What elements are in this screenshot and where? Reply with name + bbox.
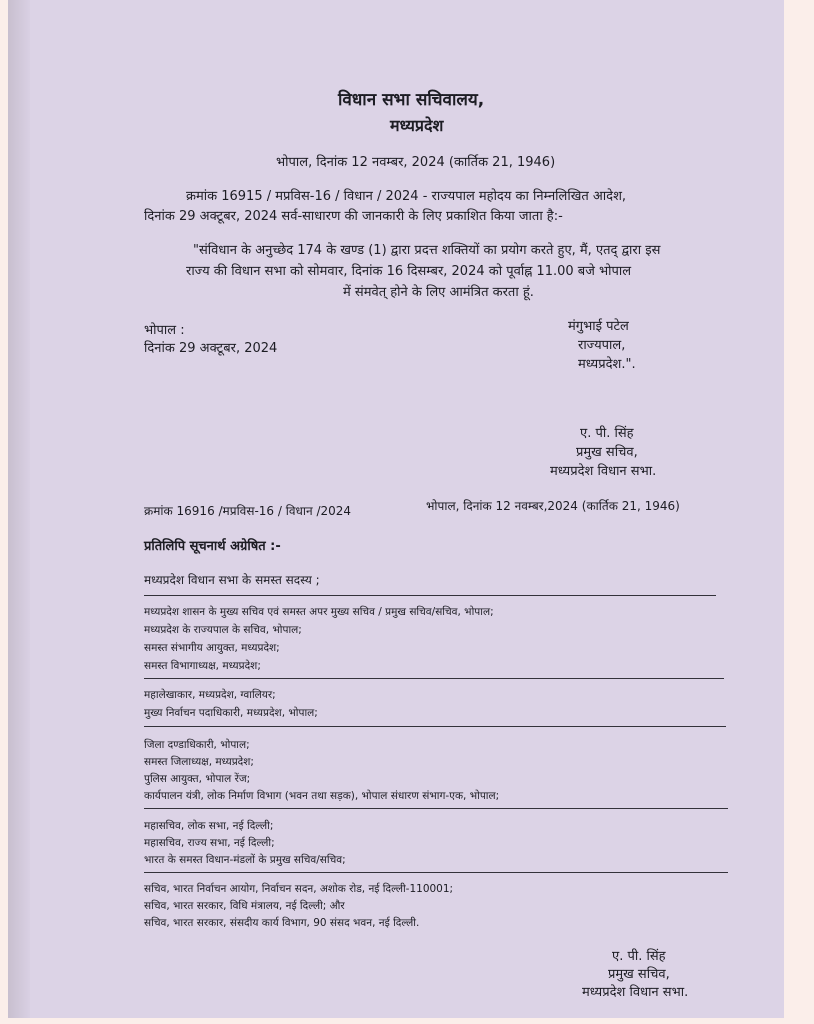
recipient-line: कार्यपालन यंत्री, लोक निर्माण विभाग (भवन तथा सड़क), भोपाल संधारण संभाग-एक, भोपाल; [144, 790, 500, 802]
secretary-title: प्रमुख सचिव, [576, 445, 638, 460]
document-page [8, 0, 784, 1018]
divider [144, 595, 716, 596]
governor-date: दिनांक 29 अक्टूबर, 2024 [144, 341, 278, 356]
copy-heading: प्रतिलिपि सूचनार्थ अग्रेषित :- [144, 539, 281, 554]
secretary-name: ए. पी. सिंह [612, 949, 666, 964]
divider [144, 678, 724, 679]
divider [144, 808, 728, 809]
quote-line-3: में संमवेत् होने के लिए आमंत्रित करता हूं. [343, 285, 534, 300]
order-line-2: दिनांक 29 अक्टूबर, 2024 सर्व-साधारण की जानकारी के लिए प्रकाशित किया जाता है:- [144, 209, 563, 224]
recipient-line: सचिव, भारत निर्वाचन आयोग, निर्वाचन सदन, अशोक रोड, नई दिल्ली-110001; [144, 883, 454, 895]
second-order-number: क्रमांक 16916 /मप्रविस-16 / विधान /2024 [144, 504, 352, 518]
recipient-line: पुलिस आयुक्त, भोपाल रेंज; [144, 773, 251, 785]
secretary-title: प्रमुख सचिव, [608, 967, 670, 982]
order-line-1: क्रमांक 16915 / मप्रविस-16 / विधान / 2024 - राज्यपाल महोदय का निम्नलिखित आदेश, [186, 189, 627, 204]
document-title: विधान सभा सचिवालय, [338, 90, 485, 110]
recipient-line: जिला दण्डाधिकारी, भोपाल; [144, 739, 250, 751]
recipient-line: मध्यप्रदेश के राज्यपाल के सचिव, भोपाल; [144, 624, 302, 636]
secretary-office: मध्यप्रदेश विधान सभा. [550, 464, 657, 479]
second-order-date: भोपाल, दिनांक 12 नवम्बर,2024 (कार्तिक 21, 1946) [426, 499, 680, 513]
governor-place: भोपाल : [144, 323, 185, 338]
recipient-line: मुख्य निर्वाचन पदाधिकारी, मध्यप्रदेश, भोपाल; [144, 707, 318, 719]
scan-edge-shadow [8, 0, 30, 1018]
recipient-line: भारत के समस्त विधान-मंडलों के प्रमुख सचिव/सचिव; [144, 854, 346, 866]
governor-title: राज्यपाल, [578, 338, 626, 353]
recipient-line: सचिव, भारत सरकार, संसदीय कार्य विभाग, 90 संसद भवन, नई दिल्ली. [144, 917, 420, 929]
divider [144, 726, 726, 727]
recipient-line: समस्त विभागाध्यक्ष, मध्यप्रदेश; [144, 660, 261, 672]
divider [144, 872, 728, 873]
recipient-line: समस्त जिलाध्यक्ष, मध्यप्रदेश; [144, 756, 254, 768]
quote-line-2: राज्य की विधान सभा को सोमवार, दिनांक 16 दिसम्बर, 2024 को पूर्वाह्न 11.00 बजे भोपाल [186, 264, 632, 279]
recipient-line: सचिव, भारत सरकार, विधि मंत्रालय, नई दिल्ली; और [144, 900, 345, 912]
recipient-line: समस्त संभागीय आयुक्त, मध्यप्रदेश; [144, 642, 280, 654]
recipient-line: महासचिव, लोक सभा, नई दिल्ली; [144, 820, 274, 832]
secretary-office: मध्यप्रदेश विधान सभा. [582, 985, 689, 1000]
document-date: भोपाल, दिनांक 12 नवम्बर, 2024 (कार्तिक 21, 1946) [276, 155, 556, 170]
document-subtitle: मध्यप्रदेश [390, 116, 444, 135]
secretary-name: ए. पी. सिंह [580, 426, 634, 441]
quote-line-1: "संविधान के अनुच्छेद 174 के खण्ड (1) द्वारा प्रदत्त शक्तियों का प्रयोग करते हुए, मैं, एतद् द्वारा इस [193, 243, 661, 258]
recipient-line: महालेखाकार, मध्यप्रदेश, ग्वालियर; [144, 689, 276, 701]
governor-state: मध्यप्रदेश.". [578, 357, 636, 372]
recipient-line: मध्यप्रदेश शासन के मुख्य सचिव एवं समस्त अपर मुख्य सचिव / प्रमुख सचिव/सचिव, भोपाल; [144, 606, 494, 618]
recipient-line: महासचिव, राज्य सभा, नई दिल्ली; [144, 837, 275, 849]
recipient-line: मध्यप्रदेश विधान सभा के समस्त सदस्य ; [144, 573, 320, 587]
governor-name: मंगुभाई पटेल [568, 319, 629, 334]
